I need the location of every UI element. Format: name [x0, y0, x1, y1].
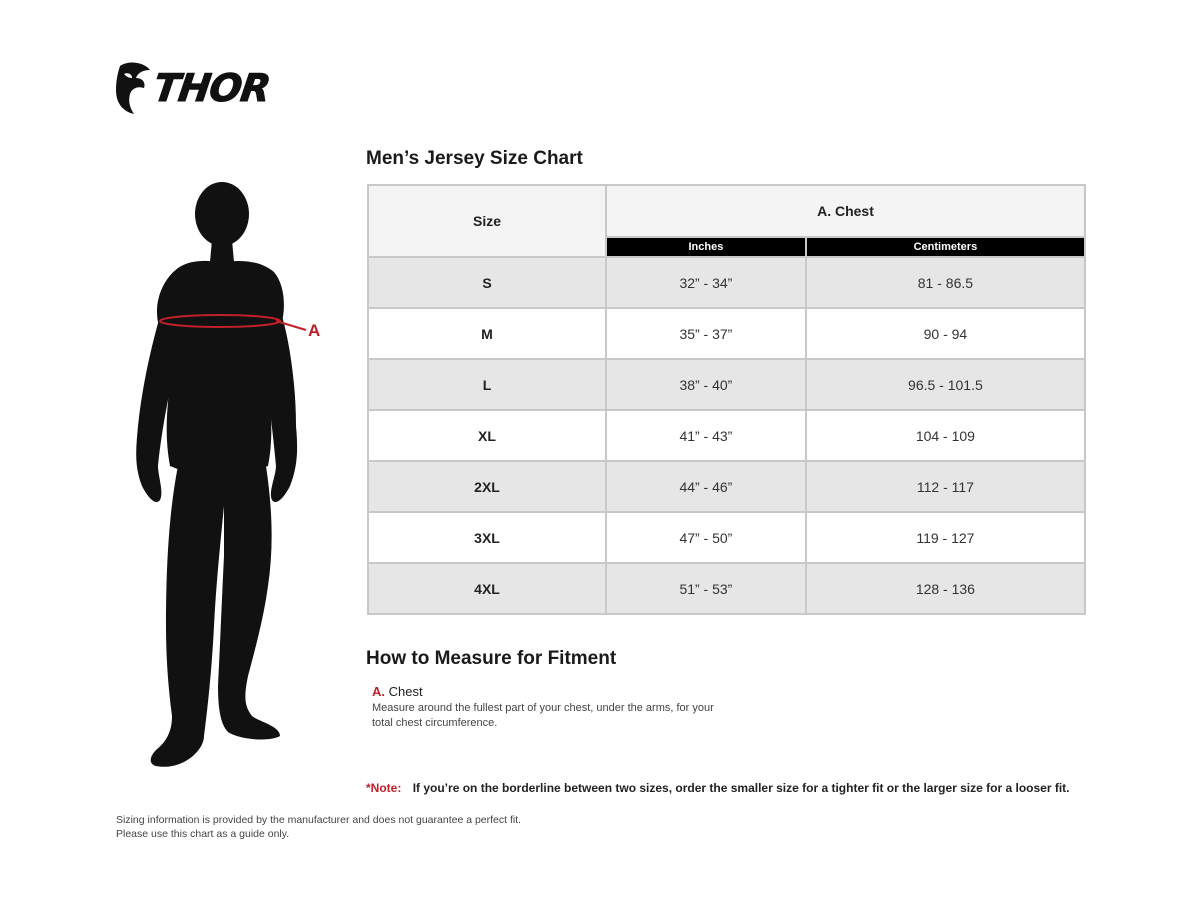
inches-header: Inches — [606, 237, 806, 257]
cm-cell: 90 - 94 — [806, 308, 1085, 359]
inches-cell: 47” - 50” — [606, 512, 806, 563]
size-cell: 2XL — [368, 461, 606, 512]
inches-cell: 44” - 46” — [606, 461, 806, 512]
disclaimer-line: Please use this chart as a guide only. — [116, 828, 290, 840]
inches-cell: 35” - 37” — [606, 308, 806, 359]
disclaimer-line: Sizing information is provided by the manufacturer and does not guarantee a perfect fit. — [116, 814, 522, 826]
size-cell: 3XL — [368, 512, 606, 563]
inches-cell: 32” - 34” — [606, 257, 806, 308]
table-row — [368, 410, 1085, 461]
measure-heading — [372, 684, 732, 699]
inches-cell: 51” - 53” — [606, 563, 806, 614]
chart-title: Men’s Jersey Size Chart — [366, 148, 583, 169]
measure-description-line: Measure around the fullest part of your chest, under the arms, for your — [372, 702, 714, 714]
measure-description — [372, 701, 732, 731]
thor-logo — [114, 58, 289, 118]
cm-cell: 128 - 136 — [806, 563, 1085, 614]
body-silhouette — [120, 176, 340, 776]
size-cell: XL — [368, 410, 606, 461]
chest-marker-label: A — [308, 321, 321, 340]
size-cell: S — [368, 257, 606, 308]
inches-cell: 41” - 43” — [606, 410, 806, 461]
size-chart-table — [367, 184, 1086, 615]
table-row — [368, 563, 1085, 614]
measure-section-title: How to Measure for Fitment — [366, 648, 617, 669]
cm-cell: 119 - 127 — [806, 512, 1085, 563]
chest-measure-instruction — [372, 684, 732, 731]
measure-description-line: total chest circumference. — [372, 717, 498, 729]
note-label: *Note: — [366, 781, 402, 795]
size-cell: 4XL — [368, 563, 606, 614]
table-row — [368, 308, 1085, 359]
measure-letter: A. — [372, 684, 385, 699]
chest-column-header: A. Chest — [606, 185, 1085, 237]
size-cell: L — [368, 359, 606, 410]
cm-cell: 104 - 109 — [806, 410, 1085, 461]
disclaimer — [116, 813, 521, 841]
brand-name: THOR — [150, 66, 273, 110]
fit-note — [366, 781, 1070, 795]
table-row — [368, 359, 1085, 410]
inches-cell: 38” - 40” — [606, 359, 806, 410]
size-cell: M — [368, 308, 606, 359]
cm-cell: 96.5 - 101.5 — [806, 359, 1085, 410]
note-text: If you’re on the borderline between two sizes, order the smaller size for a tighter fit or the larger size for a looser fit. — [412, 781, 1070, 795]
centimeters-header: Centimeters — [806, 237, 1085, 257]
cm-cell: 112 - 117 — [806, 461, 1085, 512]
table-row — [368, 512, 1085, 563]
size-column-header: Size — [368, 185, 606, 257]
table-row — [368, 257, 1085, 308]
table-row — [368, 461, 1085, 512]
measure-name: Chest — [388, 684, 423, 699]
cm-cell: 81 - 86.5 — [806, 257, 1085, 308]
thor-helmet-icon — [114, 60, 152, 116]
